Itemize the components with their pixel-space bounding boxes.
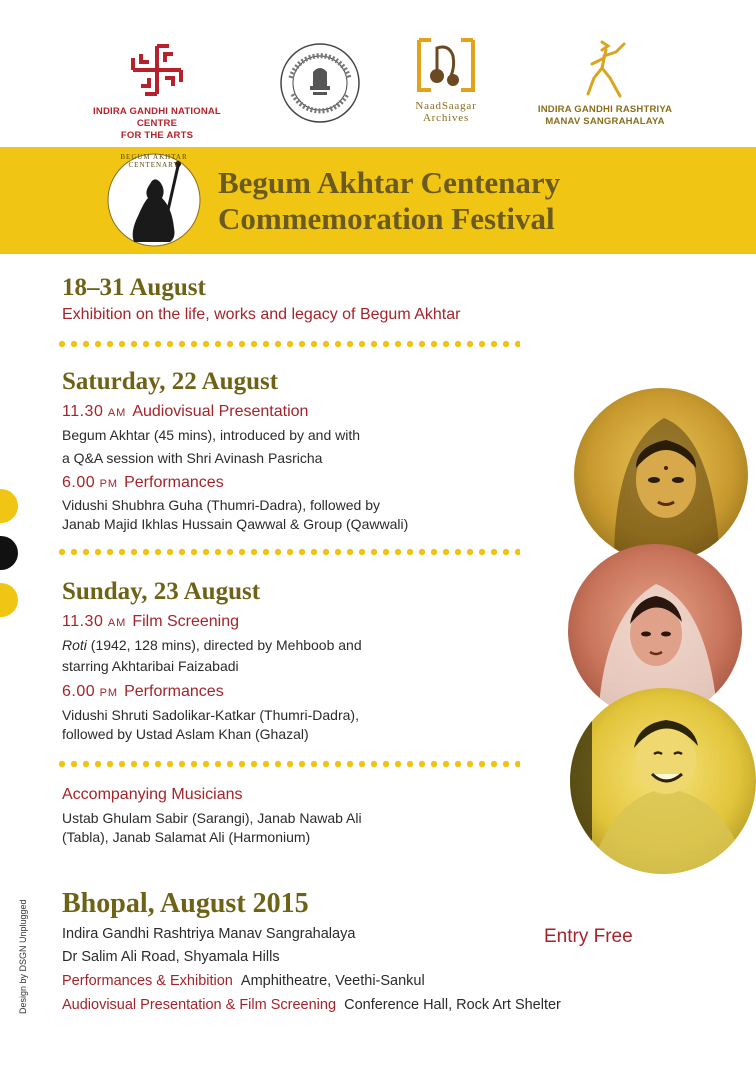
venue-line-1: Indira Gandhi Rashtriya Manav Sangrahalaya [62,926,356,942]
day2-event1-title: Film Screening [132,613,240,630]
day2-event2-detail-1: Vidushi Shruti Sadolikar-Katkar (Thumri-Dadra), [62,707,359,723]
day2-event2-title: Performances [124,683,224,700]
venue-perf-place: Amphitheatre, Veethi-Sankul [240,973,425,989]
ministry-of-culture-seal [278,42,362,129]
emblem-ring-text: BEGUM AKHTAR CENTENARY [120,153,188,169]
side-dot-yellow-bottom [0,583,18,617]
naadsaagar-name-line1: NaadSaagar [415,100,477,112]
day2-event2-detail-2: followed by Ustad Aslam Khan (Ghazal) [62,726,309,742]
ignca-name-line1: INDIRA GANDHI NATIONAL CENTRE [93,106,221,129]
festival-title-line1: Begum Akhtar Centenary [218,165,561,200]
musicians-line-1: Ustab Ghulam Sabir (Sarangi), Janab Nawab Ali [62,810,362,826]
day2-heading: Sunday, 23 August [62,578,261,605]
venue-perf-line [62,973,425,989]
exhibition-description: Exhibition on the life, works and legacy of Begum Akhtar [62,306,461,323]
musicians-heading: Accompanying Musicians [62,786,243,803]
rock-art-figure-icon [580,38,630,100]
portrait-elder-image [570,688,756,874]
venue-heading: Bhopal, August 2015 [62,888,309,919]
swastika-emblem-icon [127,40,187,100]
naadsaagar-name-line2: Archives [422,112,470,124]
portrait-young [574,388,748,562]
day1-event1-detail-1: Begum Akhtar (45 mins), introduced by and with [62,427,361,443]
day1-event2-title: Performances [124,474,224,491]
day2-event1-ampm: AM [107,617,127,629]
venue-av-line [62,997,561,1013]
day2-event1-title-line [62,613,239,631]
venue-av-place: Conference Hall, Rock Art Shelter [344,997,561,1013]
day1-event2-time: 6.00 [62,474,96,491]
day1-event1-ampm: AM [107,407,127,419]
day2-event2-ampm: PM [99,687,119,699]
divider-dots-1 [56,340,520,348]
ignca-name-line2: FOR THE ARTS [120,130,194,141]
film-details: (1942, 128 mins), directed by Mehboob and [86,637,362,653]
day2-event1-detail-2: starring Akhtaribai Faizabadi [62,658,239,674]
igrms-name-line2: MANAV SANGRAHALAYA [545,116,665,127]
igrms-name-line1: INDIRA GANDHI RASHTRIYA [537,104,673,115]
side-dot-yellow-top [0,489,18,523]
portrait-young-image [574,388,748,562]
ignca-logo [82,40,232,142]
venue-av-label: Audiovisual Presentation & Film Screening [62,997,337,1013]
igrms-logo [530,38,680,128]
day2-event1-time: 11.30 [62,613,104,630]
day2-event1-detail-1 [62,637,362,653]
exhibition-dates: 18–31 August [62,274,206,301]
day1-event2-detail-1: Vidushi Shubhra Guha (Thumri-Dadra), followed by [62,497,381,513]
naadsaagar-instrument-icon [415,36,477,94]
day1-event2-ampm: PM [99,478,119,490]
day2-event2-time: 6.00 [62,683,96,700]
musicians-line-2: (Tabla), Janab Salamat Ali (Harmonium) [62,829,311,845]
design-credit: Design by DSGN Unplugged [18,899,28,1014]
side-dot-black [0,536,18,570]
day1-event2-detail-2: Janab Majid Ikhlas Hussain Qawwal & Group (Qawwali) [62,516,409,532]
film-title: Roti [62,637,87,653]
day1-event1-detail-2: a Q&A session with Shri Avinash Pasricha [62,450,323,466]
festival-title-line2: Commemoration Festival [218,201,555,236]
divider-dots-3 [56,760,520,768]
day1-event1-time: 11.30 [62,403,104,420]
government-seal-icon [279,42,361,124]
divider-dots-2 [56,548,520,556]
venue-perf-label: Performances & Exhibition [62,973,233,989]
portrait-elder [570,688,756,874]
day2-event2-title-line [62,683,224,701]
entry-free-label: Entry Free [544,926,633,947]
day1-heading: Saturday, 22 August [62,368,279,395]
naadsaagar-logo [400,36,492,124]
day1-event1-title-line [62,403,308,421]
day1-event2-title-line [62,474,224,492]
centenary-emblem [104,150,204,250]
day1-event1-title: Audiovisual Presentation [132,403,309,420]
venue-line-2: Dr Salim Ali Road, Shyamala Hills [62,949,280,965]
